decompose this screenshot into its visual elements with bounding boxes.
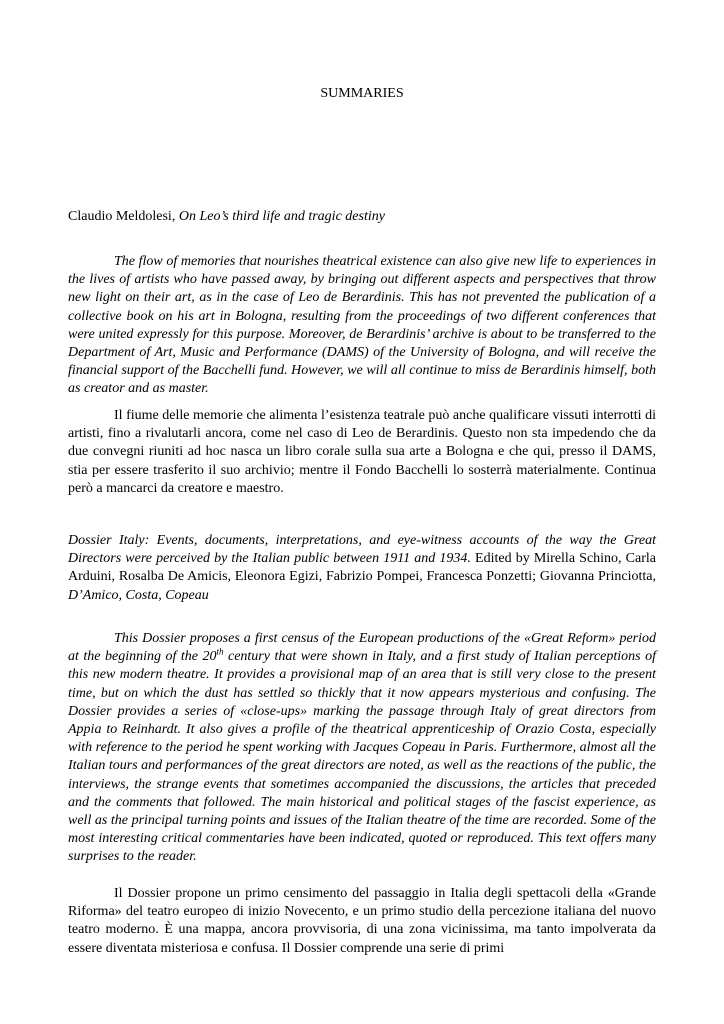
section2-english-abstract-part2: century that were shown in Italy, and a first study of Italian perceptions of this new modern theatre. It provides a provisional map of an area that is still very close to the present time, but on which the dust has settled so thickly that it now appears mysterious and confusing. The Dossier provides a series of «close-ups» marking the passage through Italy of great directors from Appia to Reinhardt. It also gives a profile of the theatrical apprenticeship of Orazio Costa, especially with reference to the period he spent working with Jacques Copeau in Paris. Furthermore, almost all the Italian tours and performances of the great directors are noted, as well as the reactions of the public, the interviews, the strange events that sometimes accompanied the discussions, the articles that preceded and the comments that followed. The main historical and political stages of the fascist experience, as well as the principal turning points and issues of the Italian theatre of the time are recorded. Some of the most interesting critical commentaries have been indicated, quoted or reproduced. This text offers many surprises to the reader.: [68, 649, 656, 865]
section1-author: Claudio Meldolesi,: [68, 209, 179, 224]
section2-subtitle: D’Amico, Costa, Copeau: [68, 587, 209, 603]
page-heading: SUMMARIES: [320, 86, 404, 101]
ordinal-superscript: th: [216, 646, 224, 657]
section2-english-abstract: [68, 630, 656, 867]
section2-editors: Edited by Mirella Schino, Carla Arduini, Rosalba De Amicis, Eleonora Egizi, Fabrizio Pompei, Francesca Ponzetti; Giovanna Princiotta,: [68, 551, 656, 585]
section1-title: On Leo’s third life and tragic destiny: [178, 209, 385, 224]
section2-header: [68, 532, 656, 605]
section2-english-abstract-part1: This Dossier proposes a first census of the European productions of the «Great Reform» period at the beginning of the 20: [68, 631, 656, 665]
section2-italian-abstract: Il Dossier propone un primo censimento del passaggio in Italia degli spettacoli della «Grande Riforma» del teatro europeo di inizio Novecento, e un primo studio della percezione italiana del nuovo teatro moderno. È una mappa, ancora provvisoria, di una zona vicinissima, ma tanto impolverata da essere diventata misteriosa e confusa. Il Dossier comprende una serie di primi: [68, 886, 656, 956]
section1-italian-abstract: Il fiume delle memorie che alimenta l’esistenza teatrale può anche qualificare vissuti interrotti di artisti, fino a rivalutarli ancora, come nel caso di Leo de Berardinis. Questo non sta impedendo che da due convegni riuniti ad hoc nasca un libro corale sulla sua arte a Bologna e che qui, presso il DAMS, stia per essere trasferito il suo archivio; mentre il Fondo Bacchelli lo sosterrà materialmente. Continua però a mancarci da creatore e maestro.: [68, 408, 656, 496]
section1-english-abstract: The flow of memories that nourishes theatrical existence can also give new life to experiences in the lives of artists who have passed away, by bringing out different aspects and perspectives that throw new light on their art, as in the case of Leo de Berardinis. This has not prevented the publication of a collective book on his art in Bologna, resulting from the proceedings of two different conferences that were united expressly for this purpose. Moreover, de Berardinis’ archive is about to be transferred to the Department of Art, Music and Performance (DAMS) of the University of Bologna, and will receive the financial support of the Bacchelli fund. However, we will all continue to miss de Berardinis himself, both as creator and as master.: [68, 254, 656, 397]
section2-title: Dossier Italy: Events, documents, interpretations, and eye-witness accounts of the way the Great Directors were perceived by the Italian public between 1911 and 1934.: [68, 533, 656, 567]
section1-byline: [68, 208, 656, 226]
